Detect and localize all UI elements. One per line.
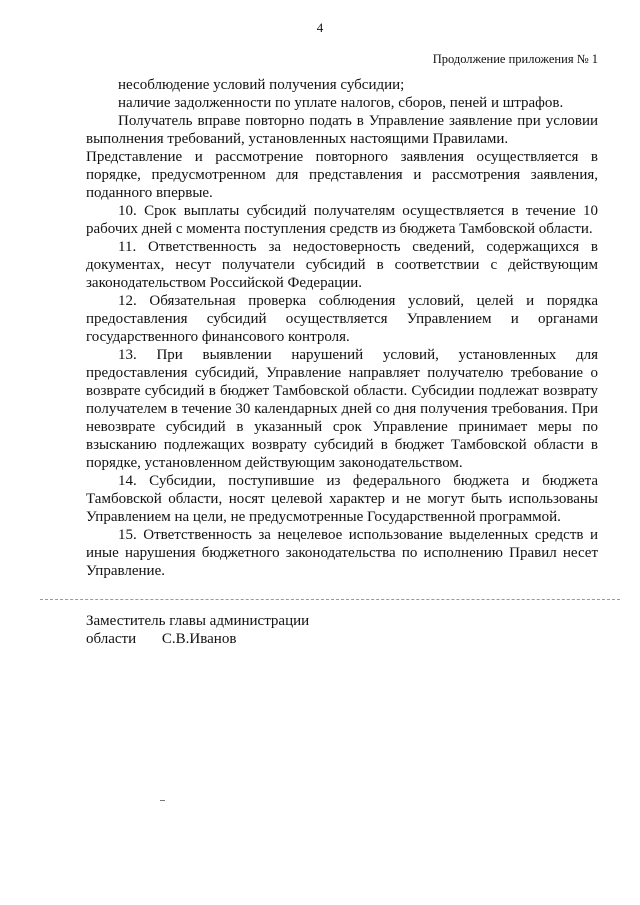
paragraph-10: 10. Срок выплаты субсидий получателям осуществляется в течение 10 рабочих дней с момента поступления средств из бюджета Тамбовской области. [86, 203, 598, 237]
paragraph-11: 11. Ответственность за недостоверность сведений, содержащихся в документах, несут получатели субсидий в соответствии с действующим законодательством Российской Федерации. [86, 239, 598, 291]
document-body [86, 76, 598, 580]
paragraph-14: 14. Субсидии, поступившие из федерального бюджета и бюджета Тамбовской области, носят целевой характер и не могут быть использованы Управлением на цели, не предусмотренные Государственной программой. [86, 473, 598, 525]
paragraph-resubmission-review: Представление и рассмотрение повторного заявления осуществляется в порядке, предусмотренном для представления и рассмотрения заявления, поданного впервые. [86, 149, 598, 201]
page-number: 4 [316, 20, 324, 35]
paragraph-resubmission: Получатель вправе повторно подать в Управление заявление при условии выполнения требований, установленных настоящими Правилами. [86, 113, 598, 147]
signature-position: Заместитель главы администрации [86, 613, 310, 629]
signature-region: области [86, 631, 137, 647]
annex-note: Продолжение приложения № 1 [432, 52, 598, 66]
paragraph-12: 12. Обязательная проверка соблюдения условий, целей и порядка предоставления субсидий осуществляется Управлением и органами государственного финансового контроля. [86, 293, 598, 345]
paragraph-tax-debt: наличие задолженности по уплате налогов, сборов, пеней и штрафов. [118, 95, 564, 111]
signature-name: С.В.Иванов [161, 631, 237, 647]
paragraph-13: 13. При выявлении нарушений условий, установленных для предоставления субсидий, Управление направляет получателю требование о возврате субсидий в бюджет Тамбовской области. Субсидии подлежат возврату получателем в течение 30 календарных дней со дня получения требования. При невозврате субсидий в указанный срок Управление принимает меры по взысканию подлежащих возврату субсидий в бюджет Тамбовской области в порядке, установленном действующим законодательством. [86, 347, 598, 471]
scan-separator-line [40, 599, 620, 600]
signature-position-line2 [86, 630, 309, 648]
paragraph-15: 15. Ответственность за нецелевое использование выделенных средств и иные нарушения бюджетного законодательства по исполнению Правил несет Управление. [86, 527, 598, 579]
signature-block [86, 612, 309, 648]
scan-artifact [160, 800, 165, 801]
paragraph-condition-violation: несоблюдение условий получения субсидии; [118, 77, 405, 93]
